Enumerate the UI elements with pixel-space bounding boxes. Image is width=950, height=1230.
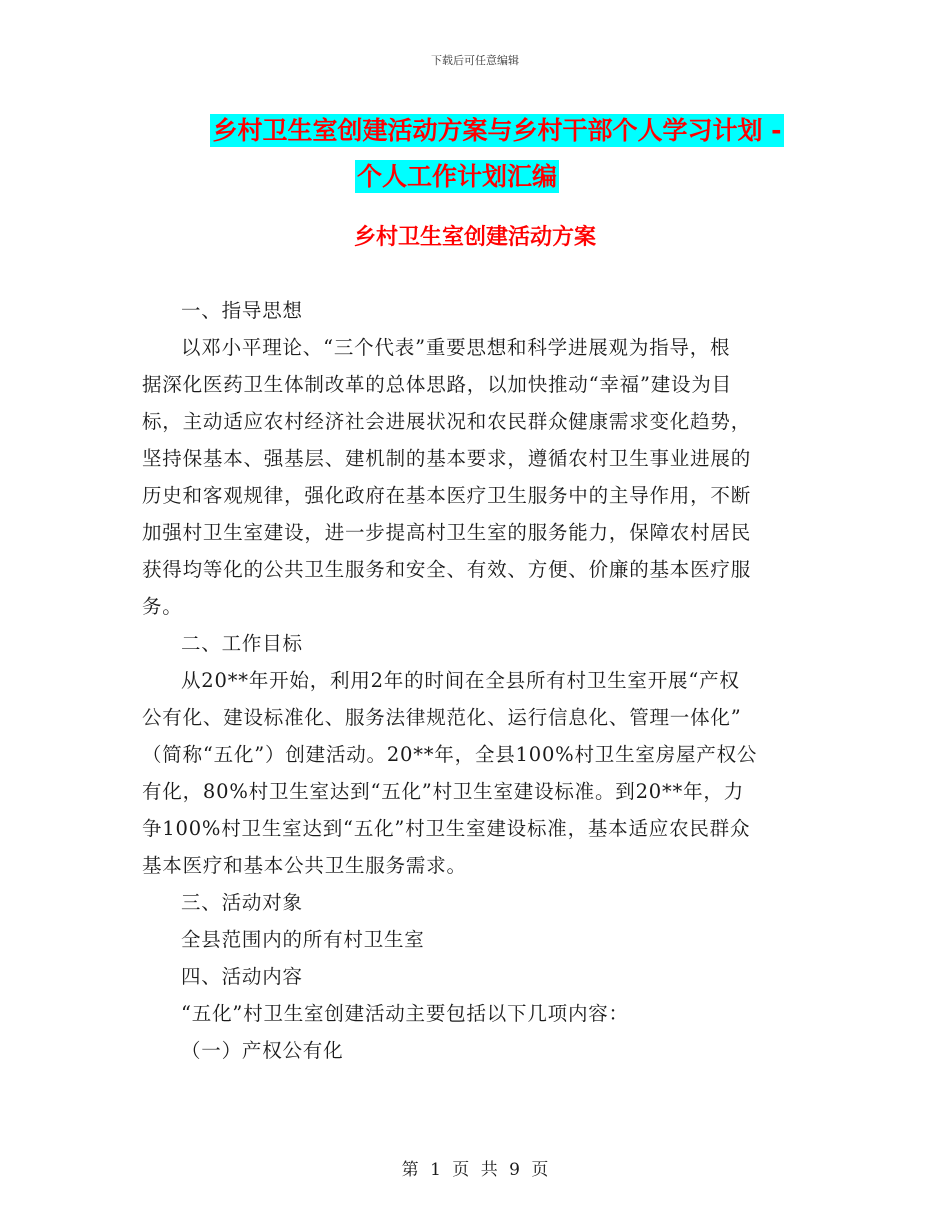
- heading-activity-content: 四、活动内容: [181, 965, 303, 988]
- title-line-1: 乡村卫生室创建活动方案与乡村干部个人学习计划 -: [212, 116, 782, 145]
- subheading-property-ownership: （一）产权公有化: [181, 1039, 344, 1062]
- paragraph-line: 据深化医药卫生体制改革的总体思路，以加快推动“幸福”建设为目: [142, 373, 732, 396]
- title-line-2: 个人工作计划汇编: [356, 162, 557, 191]
- paragraph-line: 坚持保基本、强基层、建机制的基本要求，遵循农村卫生事业进展的: [142, 447, 752, 470]
- heading-activity-targets: 三、活动对象: [181, 891, 303, 914]
- document-title: [0, 108, 950, 200]
- heading-guiding-ideology: 一、指导思想: [181, 299, 303, 322]
- paragraph-activity-content: “五化”村卫生室创建活动主要包括以下几项内容：: [181, 1002, 629, 1025]
- paragraph-line: 从20**年开始，利用2年的时间在全县所有村卫生室开展“产权: [181, 669, 740, 692]
- paragraph-line: 标，主动适应农村经济社会进展状况和农民群众健康需求变化趋势，: [142, 410, 752, 433]
- section-title: 乡村卫生室创建活动方案: [353, 225, 596, 250]
- header-note: 下载后可任意编辑: [431, 54, 519, 67]
- paragraph-line: 争100%村卫生室达到“五化”村卫生室建设标准，基本适应农民群众: [142, 817, 751, 840]
- paragraph-line: 基本医疗和基本公共卫生服务需求。: [142, 854, 467, 877]
- paragraph-guiding-ideology: [142, 329, 807, 625]
- paragraph-work-goals: [142, 662, 807, 884]
- paragraph-activity-targets: 全县范围内的所有村卫生室: [181, 928, 425, 951]
- paragraph-line: 公有化、建设标准化、服务法律规范化、运行信息化、管理一体化”: [142, 706, 742, 729]
- heading-work-goals: 二、工作目标: [181, 632, 303, 655]
- paragraph-line: 加强村卫生室建设，进一步提高村卫生室的服务能力，保障农村居民: [142, 521, 752, 544]
- paragraph-line: 以邓小平理论、“三个代表”重要思想和科学进展观为指导，根: [181, 336, 731, 359]
- page-footer: 第 1 页 共 9 页: [401, 1160, 549, 1180]
- document-body: [142, 292, 807, 1069]
- paragraph-line: 有化，80%村卫生室达到“五化”村卫生室建设标准。到20**年，力: [142, 780, 744, 803]
- paragraph-line: （简称“五化”）创建活动。20**年，全县100%村卫生室房屋产权公: [142, 743, 758, 766]
- paragraph-line: 务。: [142, 595, 183, 618]
- paragraph-line: 获得均等化的公共卫生服务和安全、有效、方便、价廉的基本医疗服: [142, 558, 752, 581]
- paragraph-line: 历史和客观规律，强化政府在基本医疗卫生服务中的主导作用，不断: [142, 484, 752, 507]
